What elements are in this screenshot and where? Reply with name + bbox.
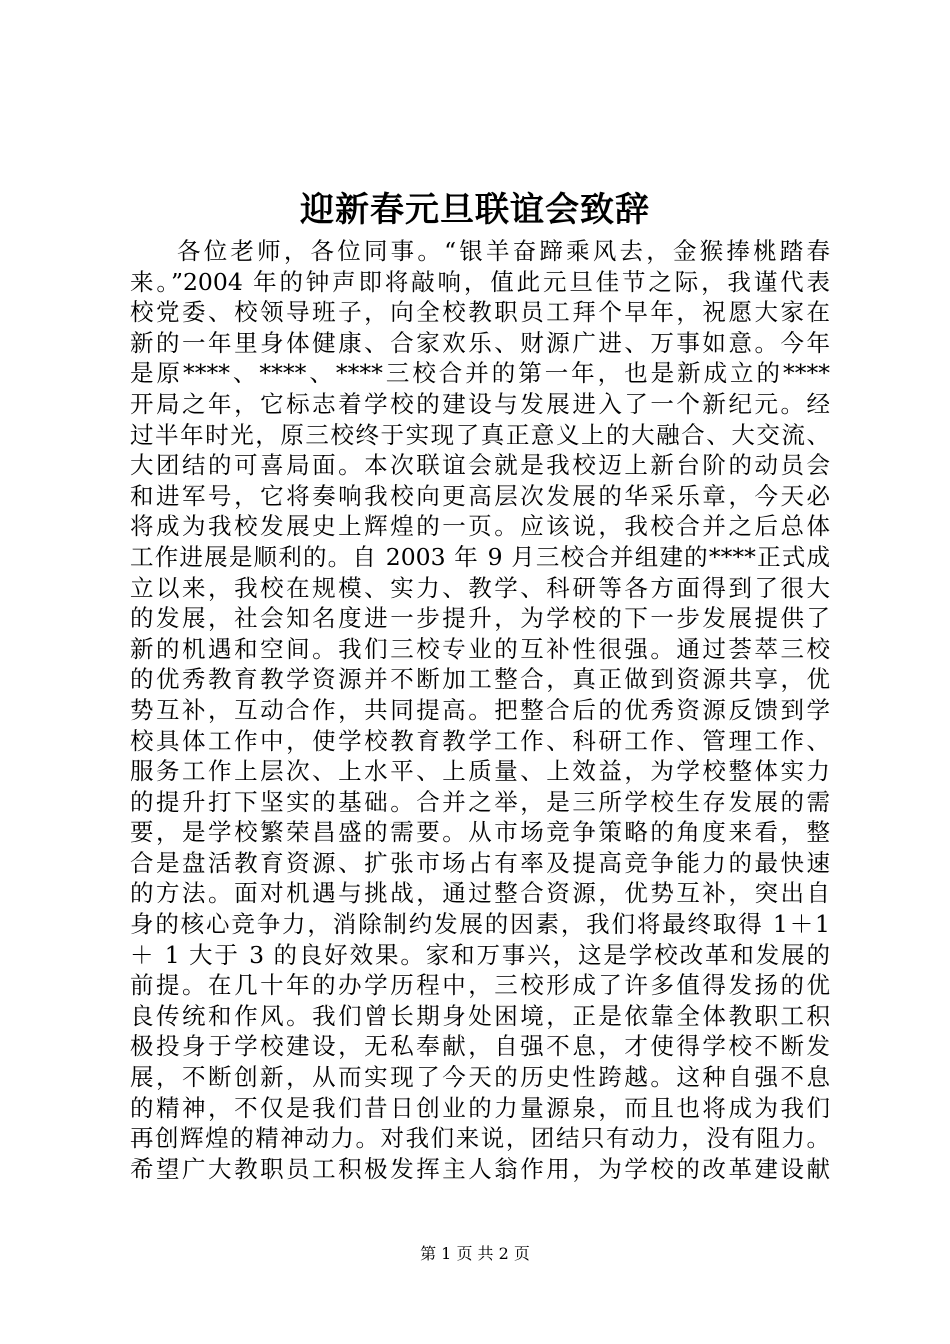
body-line: 前提。在几十年的办学历程中，三校形成了许多值得发扬的优 xyxy=(130,971,830,1000)
body-line: 的发展，社会知名度进一步提升，为学校的下一步发展提供了 xyxy=(130,604,830,633)
body-line: 的提升打下坚实的基础。合并之举，是三所学校生存发展的需 xyxy=(130,787,830,816)
body-line: 的精神，不仅是我们昔日创业的力量源泉，而且也将成为我们 xyxy=(130,1093,830,1122)
body-line: 是原****、****、****三校合并的第一年，也是新成立的**** xyxy=(130,359,830,388)
document-body xyxy=(130,236,830,1184)
body-line: 希望广大教职员工积极发挥主人翁作用，为学校的改革建设献 xyxy=(130,1154,830,1183)
body-line: 过半年时光，原三校终于实现了真正意义上的大融合、大交流、 xyxy=(130,420,830,449)
body-line: ＋ 1 大于 3 的良好效果。家和万事兴，这是学校改革和发展的 xyxy=(130,940,830,969)
body-line: 和进军号，它将奏响我校向更高层次发展的华采乐章，今天必 xyxy=(130,481,830,510)
body-line: 大团结的可喜局面。本次联谊会就是我校迈上新台阶的动员会 xyxy=(130,451,830,480)
body-line: 校具体工作中，使学校教育教学工作、科研工作、管理工作、 xyxy=(130,726,830,755)
body-line: 工作进展是顺利的。自 2003 年 9 月三校合并组建的****正式成 xyxy=(130,542,830,571)
body-line: 立以来，我校在规模、实力、教学、科研等各方面得到了很大 xyxy=(130,573,830,602)
body-line: 的优秀教育教学资源并不断加工整合，真正做到资源共享，优 xyxy=(130,665,830,694)
body-line: 校党委、校领导班子，向全校教职员工拜个早年，祝愿大家在 xyxy=(130,298,830,327)
body-line: 极投身于学校建设，无私奉献，自强不息，才使得学校不断发 xyxy=(130,1032,830,1061)
body-line: 合是盘活教育资源、扩张市场占有率及提高竞争能力的最快速 xyxy=(130,848,830,877)
body-line: 将成为我校发展史上辉煌的一页。应该说，我校合并之后总体 xyxy=(130,512,830,541)
body-line: 各位老师，各位同事。“银羊奋蹄乘风去，金猴捧桃踏春 xyxy=(177,237,830,265)
body-line: 的方法。面对机遇与挑战，通过整合资源，优势互补，突出自 xyxy=(130,879,830,908)
body-line: 势互补，互动合作，共同提高。把整合后的优秀资源反馈到学 xyxy=(130,695,830,724)
document-title: 迎新春元旦联谊会致辞 xyxy=(300,190,650,230)
body-line: 要，是学校繁荣昌盛的需要。从市场竞争策略的角度来看，整 xyxy=(130,818,830,847)
body-line: 开局之年，它标志着学校的建设与发展进入了一个新纪元。经 xyxy=(130,389,830,418)
body-line: 新的机遇和空间。我们三校专业的互补性很强。通过荟萃三校 xyxy=(130,634,830,663)
body-line: 身的核心竞争力，消除制约发展的因素，我们将最终取得 1＋1 xyxy=(130,910,830,939)
body-line: 再创辉煌的精神动力。对我们来说，团结只有动力，没有阻力。 xyxy=(130,1124,830,1153)
body-line: 展，不断创新，从而实现了今天的历史性跨越。这种自强不息 xyxy=(130,1063,830,1092)
body-line: 良传统和作风。我们曾长期身处困境，正是依靠全体教职工积 xyxy=(130,1001,830,1030)
body-line: 服务工作上层次、上水平、上质量、上效益，为学校整体实力 xyxy=(130,757,830,786)
body-line: 来。”2004 年的钟声即将敲响，值此元旦佳节之际，我谨代表 xyxy=(130,267,830,296)
page-footer: 第 1 页 共 2 页 xyxy=(420,1244,530,1263)
body-line: 新的一年里身体健康、合家欢乐、财源广进、万事如意。今年 xyxy=(130,328,830,357)
